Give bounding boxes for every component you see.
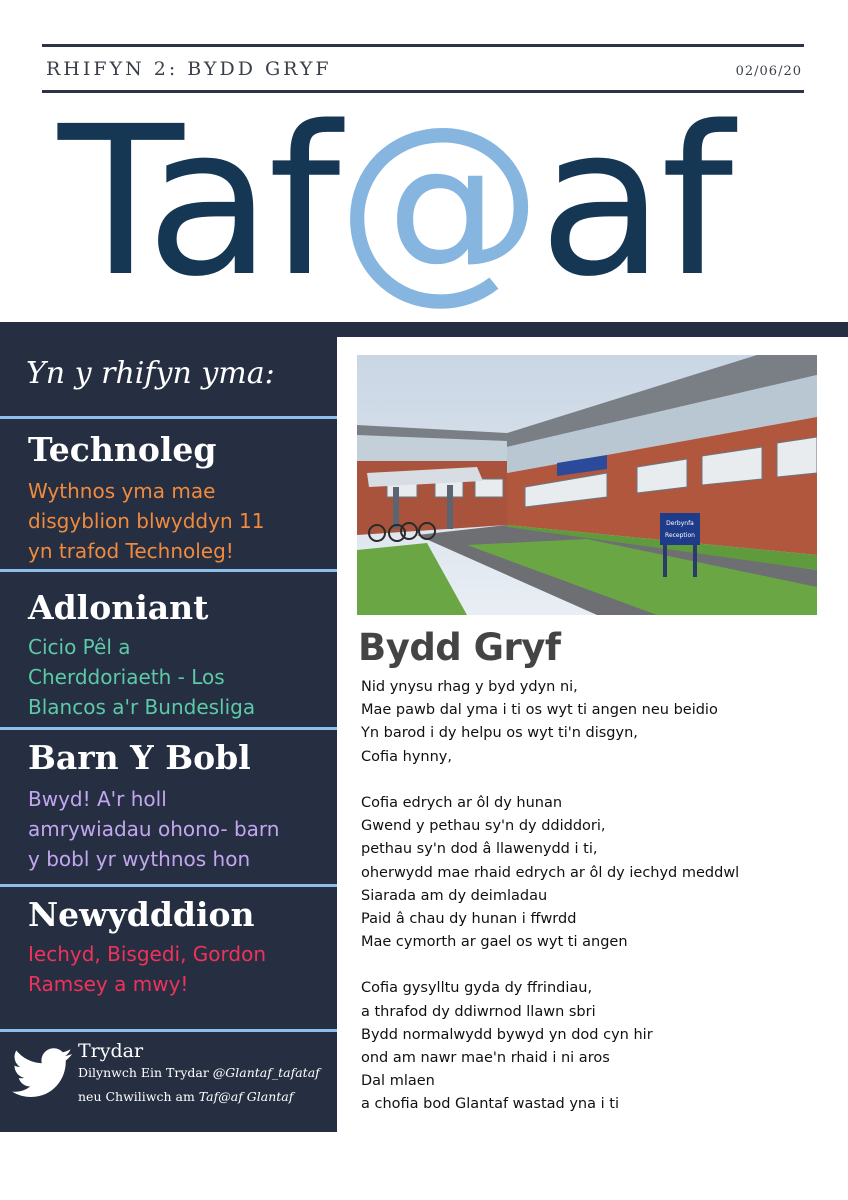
section-desc-newydddion <box>28 939 328 999</box>
poem-line: Mae pawb dal yma i ti os wyt ti angen neu beidio <box>361 702 718 719</box>
poem-line: a thrafod dy ddiwrnod llawn sbri <box>361 1003 596 1020</box>
poem-line: pethau sy'n dod â llawenydd i ti, <box>361 841 598 858</box>
sidebar-divider <box>0 569 337 572</box>
masthead-part-1: Taf <box>58 82 337 322</box>
poem-line: Siarada am dy deimladau <box>361 887 548 904</box>
desc-line: yn trafod Technoleg! <box>28 539 234 563</box>
sign-line-1: Derbynfa <box>666 520 694 527</box>
school-building-photo <box>357 355 817 615</box>
desc-line: Iechyd, Bisgedi, Gordon <box>28 942 266 966</box>
section-desc-barn-y-bobl <box>28 784 328 874</box>
desc-line: Cherddoriaeth - Los <box>28 665 225 689</box>
poem-line: Bydd normalwydd bywyd yn dod cyn hir <box>361 1026 653 1043</box>
desc-line: Blancos a'r Bundesliga <box>28 695 256 719</box>
masthead-title <box>58 82 798 322</box>
sidebar-divider <box>0 1029 337 1032</box>
poem-line <box>361 954 821 977</box>
desc-line: Bwyd! A'r holl <box>28 787 167 811</box>
section-title-adloniant[interactable]: Adloniant <box>28 588 209 627</box>
poem-line: Cofia edrych ar ôl dy hunan <box>361 794 563 811</box>
desc-line: Wythnos yma mae <box>28 479 216 503</box>
poem-line: Paid â chau dy hunan i ffwrdd <box>361 910 577 927</box>
desc-line: amrywiadau ohono- barn <box>28 817 280 841</box>
poem-title: Bydd Gryf <box>358 626 561 669</box>
section-desc-technoleg <box>28 476 328 566</box>
section-title-barn-y-bobl[interactable]: Barn Y Bobl <box>28 738 251 777</box>
poem-line: a chofia bod Glantaf wastad yna i ti <box>361 1096 619 1113</box>
twitter-search-text: neu Chwiliwch am <box>78 1089 199 1104</box>
masthead-at-sign: @ <box>336 82 539 322</box>
poem-line: Cofia gysylltu gyda dy ffrindiau, <box>361 980 593 997</box>
twitter-handle-link[interactable]: @Glantaf_tafataf <box>212 1065 320 1080</box>
twitter-follow-text: Dilynwch Ein Trydar <box>78 1065 213 1080</box>
poem-line: ond am nawr mae'n rhaid i ni aros <box>361 1050 610 1066</box>
poem-line: oherwydd mae rhaid edrych ar ôl dy iechyd meddwl <box>361 864 740 881</box>
poem-line: Mae cymorth ar gael os wyt ti angen <box>361 934 628 951</box>
twitter-search-term[interactable]: Taf@af Glantaf <box>198 1089 294 1104</box>
poem-line: Nid ynysu rhag y byd ydyn ni, <box>361 679 578 695</box>
poem-line: Dal mlaen <box>361 1073 435 1090</box>
twitter-bird-icon[interactable] <box>12 1048 72 1098</box>
twitter-follow-line <box>78 1065 320 1080</box>
issue-date: 02/06/20 <box>735 64 802 79</box>
section-desc-adloniant <box>28 632 328 722</box>
desc-line: Cicio Pêl a <box>28 635 131 659</box>
poem-body <box>361 676 821 1117</box>
poem-line: Gwend y pethau sy'n dy ddiddori, <box>361 818 606 835</box>
poem-line: Cofia hynny, <box>361 748 452 765</box>
sidebar-divider <box>0 727 337 730</box>
issue-label: RHIFYN 2: BYDD GRYF <box>46 58 332 80</box>
desc-line: y bobl yr wythnos hon <box>28 847 251 871</box>
sidebar-divider <box>0 884 337 887</box>
twitter-title: Trydar <box>78 1040 144 1062</box>
masthead-part-2: af <box>538 82 730 322</box>
poem-line: Yn barod i dy helpu os wyt ti'n disgyn, <box>361 725 638 742</box>
poem-line <box>361 769 821 792</box>
contents-heading: Yn y rhifyn yma: <box>26 356 275 391</box>
section-title-newydddion[interactable]: Newydddion <box>28 895 255 934</box>
sidebar-divider <box>0 416 337 419</box>
top-rule <box>42 44 804 47</box>
desc-line: Ramsey a mwy! <box>28 972 189 996</box>
desc-line: disgyblion blwyddyn 11 <box>28 509 265 533</box>
sign-line-2: Reception <box>665 532 695 539</box>
twitter-search-line <box>78 1089 293 1104</box>
section-title-technoleg[interactable]: Technoleg <box>28 430 217 469</box>
